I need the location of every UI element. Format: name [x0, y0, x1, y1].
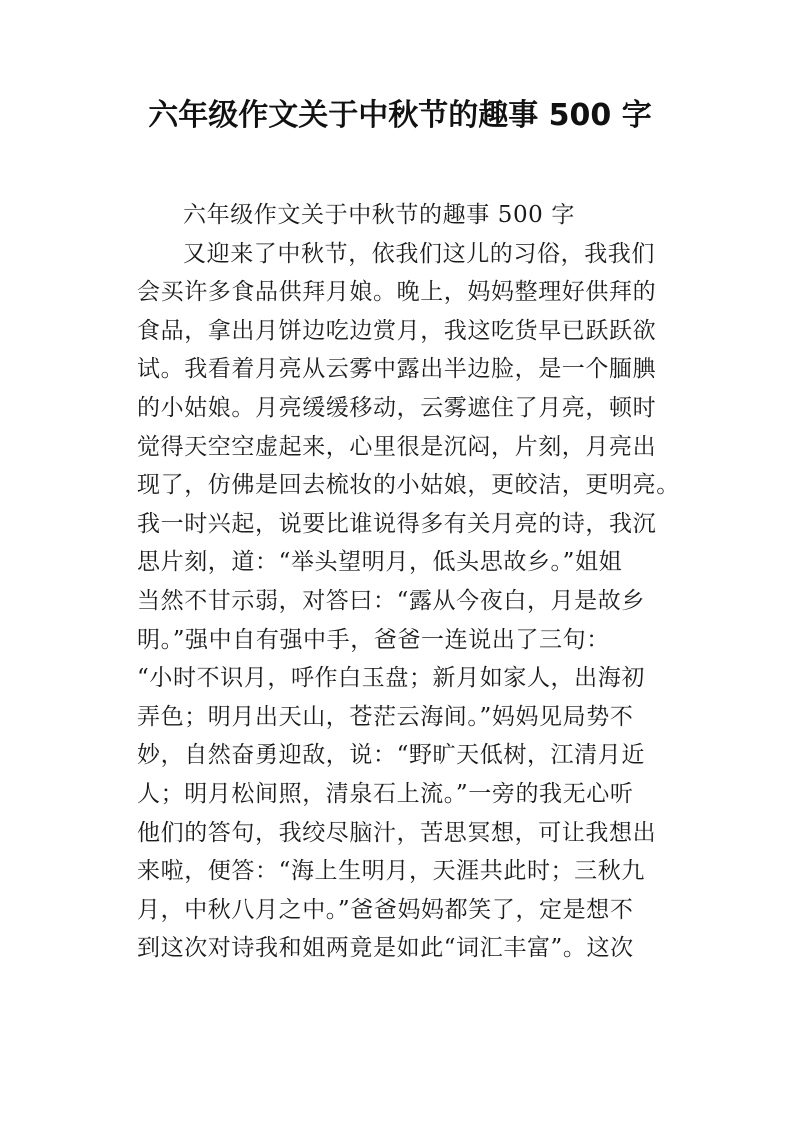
- document-title: 六年级作文关于中秋节的趣事 500 字: [148, 98, 652, 133]
- paragraph-line: 到这次对诗我和姐两竟是如此“词汇丰富”。这次: [137, 935, 634, 962]
- paragraph-line: 我一时兴起，说要比谁说得多有关月亮的诗，我沉: [137, 510, 657, 537]
- paragraph-line: 的小姑娘。月亮缓缓移动，云雾遮住了月亮，顿时: [137, 394, 657, 421]
- paragraph-line: 食品，拿出月饼边吃边赏月，我这吃货早已跃跃欲: [137, 317, 657, 344]
- paragraph-line: “小时不识月，呼作白玉盘；新月如家人，出海初: [137, 665, 645, 692]
- paragraph-line: 思片刻，道：“举头望明月，低头思故乡。”姐姐: [137, 549, 623, 576]
- paragraph-line: 又迎来了中秋节，依我们这儿的习俗，我我们: [183, 240, 655, 267]
- paragraph-line: 试。我看着月亮从云雾中露出半边脸，是一个腼腆: [137, 356, 657, 383]
- paragraph-line: 他们的答句，我绞尽脑汁，苦思冥想，可让我想出: [137, 819, 657, 846]
- paragraph-line: 妙，自然奋勇迎敌，说：“野旷天低树，江清月近: [137, 742, 645, 769]
- paragraph-line: 当然不甘示弱，对答曰：“露从今夜白，月是故乡: [137, 587, 645, 614]
- paragraph-line: 弄色；明月出天山，苍茫云海间。”妈妈见局势不: [137, 703, 634, 730]
- paragraph-line: 人；明月松间照，清泉石上流。”一旁的我无心听: [137, 780, 634, 807]
- paragraph-line: 会买许多食品供拜月娘。晚上，妈妈整理好供拜的: [137, 279, 657, 306]
- paragraph-line: 觉得天空空虚起来，心里很是沉闷，片刻，月亮出: [137, 433, 657, 460]
- paragraph-line: 月，中秋八月之中。”爸爸妈妈都笑了，定是想不: [137, 896, 634, 923]
- subtitle-line: 六年级作文关于中秋节的趣事 500 字: [183, 202, 575, 228]
- document-body: [137, 196, 697, 968]
- paragraph-line: 现了，仿佛是回去梳妆的小姑娘，更皎洁，更明亮。: [137, 472, 680, 499]
- paragraph-line: 明。”强中自有强中手，爸爸一连说出了三句：: [137, 626, 610, 653]
- paragraph-line: 来啦，便答：“海上生明月，天涯共此时；三秋九: [137, 858, 645, 885]
